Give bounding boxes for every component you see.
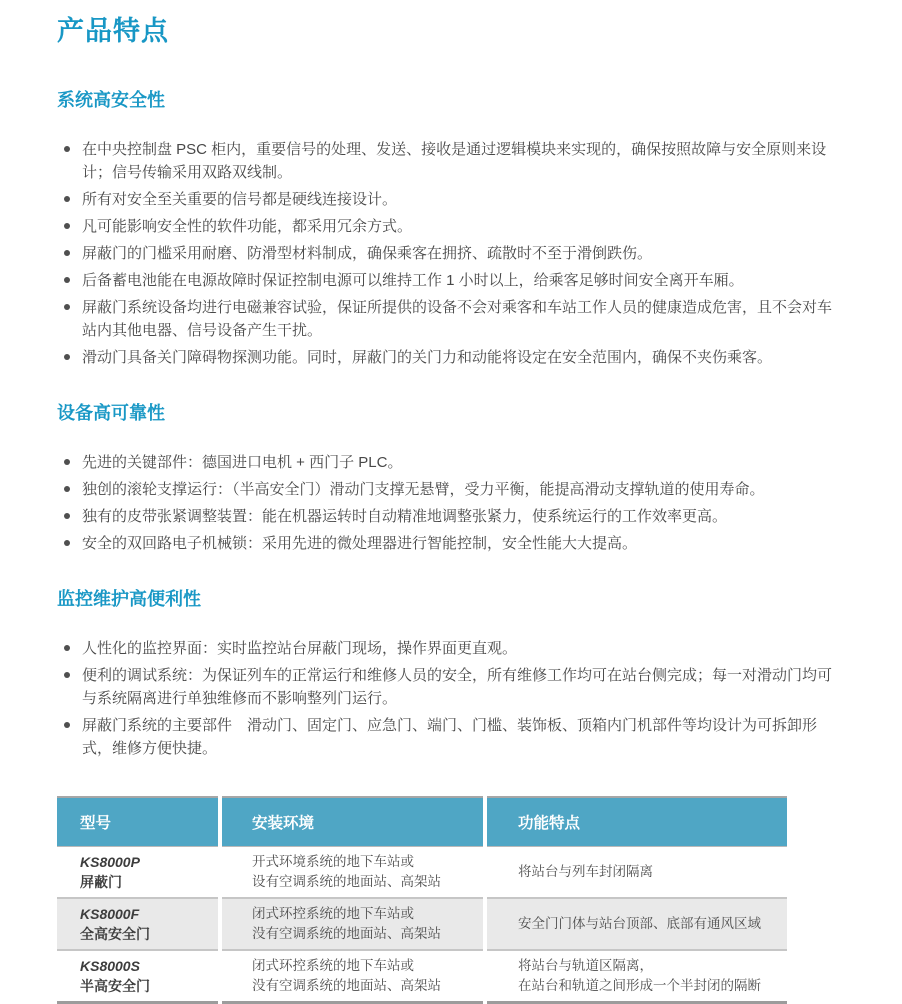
bullet-text: 滑动门具备关门障碍物探测功能。同时，屏蔽门的关门力和动能将设定在安全范围内，确保不夹伤乘客。 — [82, 349, 773, 366]
bullet-item — [57, 505, 845, 528]
bullet-list-equipment-reliability — [57, 451, 845, 555]
bullet-text: 独创的滚轮支撑运行：（半高安全门）滑动门支撑无悬臂，受力平衡，能提高滑动支撑轨道的使用寿命。 — [82, 481, 765, 498]
bullet-dot-icon — [64, 513, 70, 519]
section-system-safety — [57, 90, 847, 369]
model-name: 半高安全门 — [80, 978, 150, 994]
environment-line: 没有空调系统的地面站、高架站 — [252, 926, 441, 941]
product-model-table — [57, 796, 787, 1004]
bullet-text: 后备蓄电池能在电源故障时保证控制电源可以维持工作 1 小时以上，给乘客足够时间安全离开车厢。 — [82, 272, 744, 289]
table-header-features: 功能特点 — [487, 796, 787, 847]
bullet-item — [57, 478, 845, 501]
bullet-dot-icon — [64, 277, 70, 283]
bullet-dot-icon — [64, 223, 70, 229]
bullet-item — [57, 138, 845, 184]
model-number: KS8000F — [80, 906, 140, 922]
bullet-item — [57, 269, 845, 292]
model-name: 屏蔽门 — [80, 874, 122, 890]
model-cell — [57, 847, 218, 899]
bullet-text: 独有的皮带张紧调整装置：能在机器运转时自动精准地调整张紧力，使系统运行的工作效率更高。 — [82, 508, 728, 525]
table-row — [57, 951, 787, 1004]
table-row — [57, 847, 787, 899]
bullet-dot-icon — [64, 250, 70, 256]
bullet-dot-icon — [64, 196, 70, 202]
model-number: KS8000S — [80, 958, 140, 974]
bullet-text: 便利的调试系统：为保证列车的正常运行和维修人员的安全，所有维修工作均可在站台侧完成；每一对滑动门均可与系统隔离进行单独维修而不影响整列门运行。 — [82, 667, 833, 707]
bullet-item — [57, 451, 845, 474]
environment-line: 闭式环控系统的地下车站或 — [252, 958, 414, 973]
table-header-model: 型号 — [57, 796, 218, 847]
features-cell — [487, 951, 787, 1004]
section-equipment-reliability — [57, 403, 847, 555]
page-title: 产品特点 — [57, 16, 169, 46]
features-cell — [487, 899, 787, 951]
bullet-item — [57, 637, 845, 660]
environment-line: 设有空调系统的地面站、高架站 — [252, 874, 441, 889]
bullet-item — [57, 664, 845, 710]
bullet-text: 屏蔽门系统设备均进行电磁兼容试验，保证所提供的设备不会对乘客和车站工作人员的健康造成危害，且不会对车站内其他电器、信号设备产生干扰。 — [82, 299, 833, 339]
bullet-list-system-safety — [57, 138, 845, 369]
bullet-dot-icon — [64, 540, 70, 546]
bullet-dot-icon — [64, 459, 70, 465]
bullet-item — [57, 714, 845, 760]
bullet-text: 先进的关键部件：德国进口电机 + 西门子 PLC。 — [82, 454, 403, 471]
model-cell — [57, 899, 218, 951]
environment-line: 没有空调系统的地面站、高架站 — [252, 978, 441, 993]
environment-cell — [222, 951, 483, 1004]
feature-line: 在站台和轨道之间形成一个半封闭的隔断 — [518, 978, 761, 993]
table-row — [57, 899, 787, 951]
feature-line: 安全门门体与站台顶部、底部有通风区域 — [518, 916, 761, 931]
feature-line: 将站台与列车封闭隔离 — [518, 864, 653, 879]
environment-cell — [222, 847, 483, 899]
table-header-row — [57, 796, 787, 847]
bullet-dot-icon — [64, 146, 70, 152]
bullet-item — [57, 242, 845, 265]
model-cell — [57, 951, 218, 1004]
bullet-dot-icon — [64, 722, 70, 728]
section-heading-system-safety: 系统高安全性 — [57, 90, 165, 110]
bullet-text: 所有对安全至关重要的信号都是硬线连接设计。 — [82, 191, 398, 208]
bullet-text: 安全的双回路电子机械锁：采用先进的微处理器进行智能控制，安全性能大大提高。 — [82, 535, 638, 552]
features-cell — [487, 847, 787, 899]
section-heading-equipment-reliability: 设备高可靠性 — [57, 403, 165, 423]
environment-cell — [222, 899, 483, 951]
bullet-dot-icon — [64, 304, 70, 310]
bullet-dot-icon — [64, 354, 70, 360]
bullet-item — [57, 532, 845, 555]
bullet-list-monitoring-convenience — [57, 637, 845, 760]
bullet-dot-icon — [64, 672, 70, 678]
section-heading-monitoring-convenience: 监控维护高便利性 — [57, 589, 201, 609]
environment-line: 闭式环控系统的地下车站或 — [252, 906, 414, 921]
bullet-dot-icon — [64, 486, 70, 492]
model-name: 全高安全门 — [80, 926, 150, 942]
bullet-text: 屏蔽门的门槛采用耐磨、防滑型材料制成，确保乘客在拥挤、疏散时不至于滑倒跌伤。 — [82, 245, 653, 262]
bullet-dot-icon — [64, 645, 70, 651]
feature-line: 将站台与轨道区隔离， — [518, 958, 653, 973]
bullet-text: 凡可能影响安全性的软件功能，都采用冗余方式。 — [82, 218, 413, 235]
bullet-item — [57, 215, 845, 238]
table-header-environment: 安装环境 — [222, 796, 483, 847]
model-number: KS8000P — [80, 854, 140, 870]
bullet-text: 人性化的监控界面：实时监控站台屏蔽门现场，操作界面更直观。 — [82, 640, 518, 657]
bullet-text: 在中央控制盘 PSC 柜内，重要信号的处理、发送、接收是通过逻辑模块来实现的，确保按照故障与安全原则来设计；信号传输采用双路双线制。 — [82, 141, 827, 181]
bullet-text: 屏蔽门系统的主要部件 滑动门、固定门、应急门、端门、门槛、装饰板、顶箱内门机部件等均设计为可拆卸形式，维修方便快捷。 — [82, 717, 818, 757]
bullet-item — [57, 346, 845, 369]
bullet-item — [57, 296, 845, 342]
section-monitoring-convenience — [57, 589, 847, 760]
bullet-item — [57, 188, 845, 211]
environment-line: 开式环境系统的地下车站或 — [252, 854, 414, 869]
